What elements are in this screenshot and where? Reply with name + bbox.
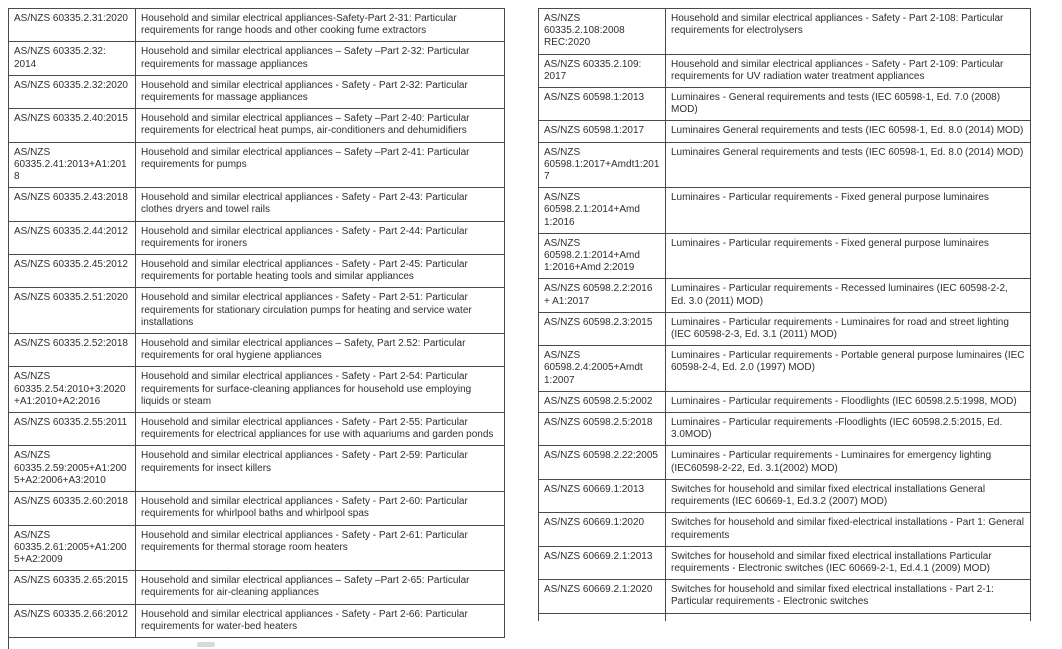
standard-code-cell: AS/NZS 60335.2.59:2005+A1:2005+A2:2006+A3:2010: [9, 446, 136, 492]
standard-code-cell: AS/NZS 60335.2.109: 2017: [539, 54, 666, 87]
standard-description-cell: Household and similar electrical appliances - Safety - Part 2-66: Particular requirements for water-bed heaters: [136, 604, 505, 637]
standard-description-cell: Household and similar electrical appliances - Safety - Part 2-109: Particular requirements for UV radiation water treatment appliances: [666, 54, 1031, 87]
standard-description-cell: Luminaires General requirements and tests (IEC 60598-1, Ed. 8.0 (2014) MOD): [666, 142, 1031, 188]
standard-description-cell: Household and similar electrical appliances - Safety - Part 2-59: Particular requirements for insect killers: [136, 446, 505, 492]
table-row: [9, 42, 505, 75]
standard-code-cell: AS/NZS 60669.1:2020: [539, 513, 666, 546]
table-row: [539, 513, 1031, 546]
standard-description-cell: Luminaires - Particular requirements - Luminaires for road and street lighting (IEC 60598-2-3, Ed. 3.1 (2011) MOD): [666, 312, 1031, 345]
table-row: [9, 109, 505, 142]
table-row: [9, 75, 505, 108]
standard-code-cell: AS/NZS 60335.2.45:2012: [9, 255, 136, 288]
standard-description-cell: Household and similar electrical appliances - Safety - Part 2-61: Particular requirements for thermal storage room heaters: [136, 525, 505, 571]
standard-description-cell: Household and similar electrical appliances - Safety - Part 2-51: Particular requirements for stationary circulation pumps for heating and service water installations: [136, 288, 505, 334]
standard-code-cell: AS/NZS 60335.2.65:2015: [9, 571, 136, 604]
table-row: [539, 312, 1031, 345]
standard-description-cell: Luminaires General requirements and tests (IEC 60598-1, Ed. 8.0 (2014) MOD): [666, 121, 1031, 142]
table-continuation-stub: [9, 637, 505, 649]
table-row: [539, 580, 1031, 613]
standard-code-cell: AS/NZS 60335.2.43:2018: [9, 188, 136, 221]
table-row: [539, 391, 1031, 412]
standard-code-cell: AS/NZS 60335.2.54:2010+3:2020 +A1:2010+A2:2016: [9, 367, 136, 413]
table-row: [539, 346, 1031, 392]
table-row: [539, 479, 1031, 512]
standard-code-cell: AS/NZS 60335.2.32: 2014: [9, 42, 136, 75]
standard-code-cell: AS/NZS 60598.2.2:2016 + A1:2017: [539, 279, 666, 312]
table-row: [9, 604, 505, 637]
standard-description-cell: Household and similar electrical appliances - Safety - Part 2-108: Particular requirements for electrolysers: [666, 9, 1031, 55]
standards-table-right: [538, 8, 1031, 621]
standard-description-cell: Household and similar electrical appliances - Safety - Part 2-45: Particular requirements for portable heating tools and similar appliances: [136, 255, 505, 288]
standard-description-cell: Luminaires - Particular requirements -Floodlights (IEC 60598.2.5:2015, Ed. 3.0MOD): [666, 413, 1031, 446]
standard-code-cell: AS/NZS 60335.2.108:2008 REC:2020: [539, 9, 666, 55]
standard-code-cell: AS/NZS 60669.2.1:2020: [539, 580, 666, 613]
standard-code-cell: AS/NZS 60335.2.55:2011: [9, 413, 136, 446]
standard-code-cell: AS/NZS 60335.2.66:2012: [9, 604, 136, 637]
standard-description-cell: Household and similar electrical appliances – Safety –Part 2-41: Particular requirements for pumps: [136, 142, 505, 188]
standard-code-cell: AS/NZS 60598.2.5:2002: [539, 391, 666, 412]
standard-code-cell: AS/NZS 60598.2.22:2005: [539, 446, 666, 479]
standard-description-cell: Household and similar electrical appliances - Safety - Part 2-43: Particular clothes dryers and towel rails: [136, 188, 505, 221]
standard-code-cell: AS/NZS 60669.2.1:2013: [539, 546, 666, 579]
standards-table-left: [8, 8, 505, 649]
standard-description-cell: Household and similar electrical appliances – Safety –Part 2-65: Particular requirements for air-cleaning appliances: [136, 571, 505, 604]
standard-code-cell: AS/NZS 60335.2.41:2013+A1:2018: [9, 142, 136, 188]
scan-artifact: [197, 642, 215, 647]
table-row: [9, 255, 505, 288]
table-row: [9, 413, 505, 446]
table-row: [9, 142, 505, 188]
standard-code-cell: AS/NZS 60598.2.3:2015: [539, 312, 666, 345]
table-row: [539, 279, 1031, 312]
standard-description-cell: Switches for household and similar fixed electrical installations General requirements (IEC 60669-1, Ed.3.2 (2007) MOD): [666, 479, 1031, 512]
standard-description-cell: Household and similar electrical appliances – Safety –Part 2-32: Particular requirements for massage appliances: [136, 42, 505, 75]
standard-description-cell: Switches for household and similar fixed electrical installations Particular requirements - Electronic switches (IEC 60669-2-1, Ed.4.1 (2009) MOD): [666, 546, 1031, 579]
standard-code-cell: AS/NZS 60335.2.52:2018: [9, 334, 136, 367]
table-row: [539, 142, 1031, 188]
standard-code-cell: AS/NZS 60335.2.31:2020: [9, 9, 136, 42]
standard-code-cell: AS/NZS 60335.2.44:2012: [9, 221, 136, 254]
standard-code-cell: AS/NZS 60669.1:2013: [539, 479, 666, 512]
table-row: [539, 446, 1031, 479]
table-row: [9, 221, 505, 254]
standard-description-cell: Luminaires - Particular requirements - Portable general purpose luminaires (IEC 60598-2-4, Ed. 2.0 (1997) MOD): [666, 346, 1031, 392]
standard-code-cell: AS/NZS 60598.2.1:2014+Amd 1:2016: [539, 188, 666, 234]
standard-code-cell: AS/NZS 60335.2.40:2015: [9, 109, 136, 142]
standard-description-cell: Luminaires - General requirements and tests (IEC 60598-1, Ed. 7.0 (2008) MOD): [666, 88, 1031, 121]
standard-code-cell: AS/NZS 60335.2.32:2020: [9, 75, 136, 108]
standard-code-cell: AS/NZS 60598.1:2017: [539, 121, 666, 142]
standard-description-cell: Luminaires - Particular requirements - Luminaires for emergency lighting (IEC60598-2-22, Ed. 3.1(2002) MOD): [666, 446, 1031, 479]
table-row: [539, 88, 1031, 121]
table-row: [9, 367, 505, 413]
standard-code-cell: AS/NZS 60598.2.4:2005+Amdt 1:2007: [539, 346, 666, 392]
table-row: [539, 54, 1031, 87]
standard-description-cell: Household and similar electrical appliances - Safety - Part 2-44: Particular requirements for ironers: [136, 221, 505, 254]
standard-description-cell: Luminaires - Particular requirements - Recessed luminaires (IEC 60598-2-2, Ed. 3.0 (2011) MOD): [666, 279, 1031, 312]
table-row: [9, 188, 505, 221]
standard-description-cell: Household and similar electrical appliances – Safety, Part 2.52: Particular requirements for oral hygiene appliances: [136, 334, 505, 367]
standard-description-cell: Luminaires - Particular requirements - Fixed general purpose luminaires: [666, 233, 1031, 279]
table-row: [9, 571, 505, 604]
standard-description-cell: Switches for household and similar fixed-electrical installations - Part 1: General requirements: [666, 513, 1031, 546]
standard-code-cell: AS/NZS 60598.1:2013: [539, 88, 666, 121]
standard-code-cell: AS/NZS 60598.2.1:2014+Amd 1:2016+Amd 2:2019: [539, 233, 666, 279]
standard-description-cell: Household and similar electrical appliances - Safety - Part 2-60: Particular requirements for whirlpool baths and whirlpool spas: [136, 492, 505, 525]
standard-description-cell: Household and similar electrical appliances - Safety - Part 2-32: Particular requirements for massage appliances: [136, 75, 505, 108]
table-row: [9, 288, 505, 334]
table-row: [539, 233, 1031, 279]
table-row: [539, 121, 1031, 142]
standard-description-cell: Household and similar electrical appliances - Safety - Part 2-54: Particular requirements for surface-cleaning appliances for household use employing liquids or steam: [136, 367, 505, 413]
table-row: [539, 546, 1031, 579]
standard-description-cell: Household and similar electrical appliances - Safety - Part 2-55: Particular requirements for electrical appliances for use with aquariums and garden ponds: [136, 413, 505, 446]
table-row: [539, 413, 1031, 446]
table-row: [9, 492, 505, 525]
table-row: [9, 9, 505, 42]
standard-description-cell: Switches for household and similar fixed electrical installations - Part 2-1: Particular requirements - Electronic switches: [666, 580, 1031, 613]
standard-code-cell: AS/NZS 60335.2.51:2020: [9, 288, 136, 334]
standard-code-cell: AS/NZS 60598.1:2017+Amdt1:2017: [539, 142, 666, 188]
standard-code-cell: AS/NZS 60598.2.5:2018: [539, 413, 666, 446]
standard-description-cell: Household and similar electrical appliances-Safety-Part 2-31: Particular requirements for range hoods and other cooking fume extractors: [136, 9, 505, 42]
table-row: [539, 9, 1031, 55]
table-row: [9, 525, 505, 571]
table-row: [9, 334, 505, 367]
table-row: [539, 188, 1031, 234]
standard-code-cell: AS/NZS 60335.2.60:2018: [9, 492, 136, 525]
standard-description-cell: Luminaires - Particular requirements - Floodlights (IEC 60598.2.5:1998, MOD): [666, 391, 1031, 412]
standard-description-cell: Luminaires - Particular requirements - Fixed general purpose luminaires: [666, 188, 1031, 234]
standard-code-cell: AS/NZS 60335.2.61:2005+A1:2005+A2:2009: [9, 525, 136, 571]
table-continuation-stub: [539, 613, 1031, 621]
table-row: [9, 446, 505, 492]
standard-description-cell: Household and similar electrical appliances – Safety –Part 2-40: Particular requirements for electrical heat pumps, air-conditioners and dehumidifiers: [136, 109, 505, 142]
